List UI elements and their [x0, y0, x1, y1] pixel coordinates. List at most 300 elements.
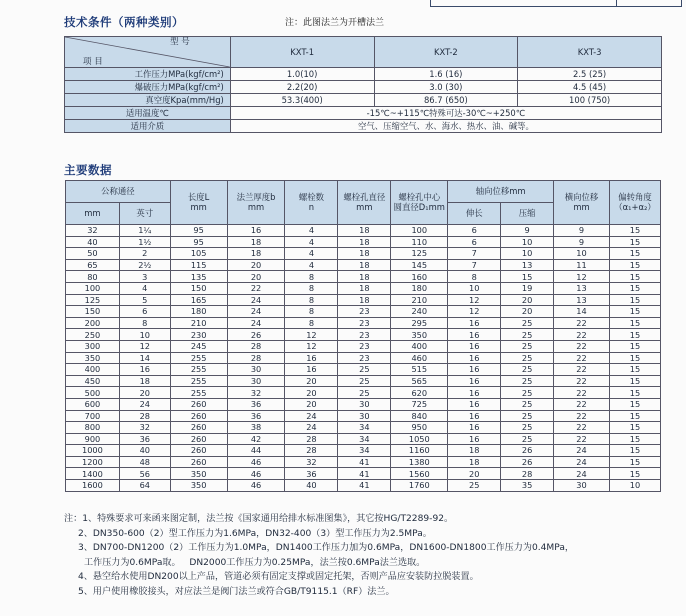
table-cell: 15 [609, 329, 660, 341]
table-cell: 15 [609, 236, 660, 248]
table-cell: 135 [170, 271, 227, 283]
table-row [66, 433, 661, 445]
table-cell: 22 [227, 282, 285, 294]
main-table-body [66, 225, 661, 492]
table-cell: 10 [119, 329, 170, 341]
table-cell: 1050 [391, 433, 448, 445]
table-cell: 8 [448, 271, 501, 283]
table-cell: 16 [285, 364, 338, 376]
table-cell: 64 [119, 480, 170, 492]
table-row [66, 480, 661, 492]
table-cell: 150 [66, 306, 120, 318]
table-cell: 10 [501, 236, 554, 248]
table-cell: 36 [285, 468, 338, 480]
table-cell: 46 [227, 456, 285, 468]
table-cell: 4 [119, 282, 170, 294]
table-cell: 16 [448, 387, 501, 399]
table-cell: 18 [119, 375, 170, 387]
table-cell: 22 [554, 317, 610, 329]
table-cell: 28 [227, 352, 285, 364]
table-cell: 46 [227, 480, 285, 492]
table-cell: 15 [609, 398, 660, 410]
table-row [66, 271, 661, 283]
table-cell: 200 [66, 317, 120, 329]
table-cell: 260 [170, 456, 227, 468]
table-row [66, 306, 661, 318]
table-cell: 25 [501, 340, 554, 352]
table-cell: 40 [285, 480, 338, 492]
table-cell: 1160 [391, 445, 448, 457]
model-header: KXT-2 [374, 37, 518, 68]
table-cell: 15 [609, 433, 660, 445]
table-cell: 32 [66, 225, 120, 237]
table-cell: 950 [391, 422, 448, 434]
table-cell: 1½ [119, 236, 170, 248]
table-row [66, 375, 661, 387]
table-row [66, 329, 661, 341]
medium-label: 适用介质 [65, 120, 231, 133]
table-cell: 105 [170, 248, 227, 260]
table-cell: 700 [66, 410, 120, 422]
cell: 1.0(10) [230, 68, 374, 81]
table-cell: 150 [170, 282, 227, 294]
table-cell: 34 [338, 433, 391, 445]
table-cell: 22 [554, 433, 610, 445]
table-cell: 145 [391, 259, 448, 271]
table-row [66, 387, 661, 399]
table-cell: 32 [285, 456, 338, 468]
table-cell: 25 [501, 317, 554, 329]
bolt-circle-header: 螺栓孔中心 圆直径D₁mm [391, 181, 448, 225]
inch-header: 英寸 [119, 203, 170, 225]
note-line: 3、DN700-DN1200（2）工作压力为1.0MPa，DN1400工作压力加为0.6MPa，DN1600-DN1800工作压力为0.4MPa， [78, 543, 575, 554]
bolts-header: 螺栓数 n [285, 181, 338, 225]
table-cell: 255 [170, 387, 227, 399]
table-cell: 50 [66, 248, 120, 260]
table-cell: 36 [119, 433, 170, 445]
table-cell: 18 [227, 248, 285, 260]
table-row [66, 340, 661, 352]
table-cell: 16 [448, 398, 501, 410]
table-cell: 1400 [66, 468, 120, 480]
table-cell: 210 [391, 294, 448, 306]
table-cell: 725 [391, 398, 448, 410]
table-row [66, 364, 661, 376]
table-cell: 46 [227, 468, 285, 480]
compress-header: 压缩 [501, 203, 554, 225]
table-row [66, 294, 661, 306]
table-cell: 65 [66, 259, 120, 271]
table-cell: 350 [170, 480, 227, 492]
table-cell: 255 [170, 375, 227, 387]
cell: 2.2(20) [230, 81, 374, 94]
table-cell: 22 [554, 375, 610, 387]
table-cell: 450 [66, 375, 120, 387]
table-row [66, 317, 661, 329]
table-cell: 16 [448, 329, 501, 341]
table-row [66, 248, 661, 260]
table-cell: 1380 [391, 456, 448, 468]
table-row [66, 225, 661, 237]
table-cell: 100 [66, 282, 120, 294]
table-cell: 165 [170, 294, 227, 306]
table-cell: 7 [448, 248, 501, 260]
table-cell: 16 [448, 375, 501, 387]
table-cell: 15 [609, 364, 660, 376]
flange-header: 法兰厚度b mm [227, 181, 285, 225]
table-cell: 15 [609, 271, 660, 283]
table-cell: 11 [554, 259, 610, 271]
table-cell: 16 [227, 225, 285, 237]
table-cell: 28 [501, 468, 554, 480]
table-cell: 12 [448, 306, 501, 318]
table-cell: 22 [554, 352, 610, 364]
table-cell: 295 [391, 317, 448, 329]
table-cell: 180 [170, 306, 227, 318]
table-cell: 20 [285, 387, 338, 399]
temp-value: -15℃~+115℃特殊可达-30℃~+250℃ [230, 107, 661, 120]
table-cell: 250 [66, 329, 120, 341]
table-cell: 42 [227, 433, 285, 445]
table-cell: 40 [119, 445, 170, 457]
table-row [66, 282, 661, 294]
medium-value: 空气、压缩空气、水、海水、热水、油、碱等。 [230, 120, 661, 133]
table-cell: 23 [338, 306, 391, 318]
note-line: 注：1、特殊要求可来函来图定制，法兰按《国家通用给排水标准图集》，其它按HG/T2289-92。 [64, 514, 454, 524]
note-line: 工作压力为0.6MPa取。 DN2000工作压力为0.25MPa，法兰按0.6MPa法兰选取。 [84, 557, 426, 568]
row-label: 真空度Kpa(mm/Hg) [65, 94, 231, 107]
table-cell: 515 [391, 364, 448, 376]
table-cell: 15 [609, 317, 660, 329]
table-cell: 4 [285, 259, 338, 271]
table-cell: 240 [391, 306, 448, 318]
table-row [66, 445, 661, 457]
table-cell: 28 [119, 410, 170, 422]
table-cell: 25 [501, 329, 554, 341]
table-cell: 95 [170, 225, 227, 237]
row-label: 爆破压力MPa(kgf/cm²) [65, 81, 231, 94]
table-cell: 1000 [66, 445, 120, 457]
cell: 100 (750) [518, 94, 662, 107]
table-cell: 25 [501, 398, 554, 410]
table-cell: 30 [554, 480, 610, 492]
table-row [66, 236, 661, 248]
cell: 1.6 (16) [374, 68, 518, 81]
table-cell: 24 [554, 456, 610, 468]
table-cell: 160 [391, 271, 448, 283]
lateral-header: 横向位移 mm [554, 181, 610, 225]
table-cell: 10 [554, 248, 610, 260]
table-cell: 3 [119, 271, 170, 283]
table-cell: 48 [119, 456, 170, 468]
table-cell: 20 [119, 387, 170, 399]
table-cell: 15 [609, 340, 660, 352]
table-cell: 24 [285, 422, 338, 434]
table-cell: 28 [227, 340, 285, 352]
table-cell: 24 [227, 306, 285, 318]
table-cell: 565 [391, 375, 448, 387]
table-cell: 255 [170, 352, 227, 364]
table-cell: 14 [119, 352, 170, 364]
table-cell: 300 [66, 340, 120, 352]
table-cell: 260 [170, 433, 227, 445]
table-cell: 28 [285, 445, 338, 457]
tech-corner-cell [65, 37, 231, 68]
angle-header: 偏转角度 （α₁+α₂） [609, 181, 660, 225]
table-cell: 22 [554, 422, 610, 434]
table-cell: 10 [501, 248, 554, 260]
table-cell: 18 [227, 236, 285, 248]
table-cell: 24 [285, 410, 338, 422]
table-cell: 5 [119, 294, 170, 306]
table-cell: 22 [554, 410, 610, 422]
cell: 2.5 (25) [518, 68, 662, 81]
tech-note: 注：此图法兰为开槽法兰 [285, 18, 385, 28]
model-header: KXT-3 [518, 37, 662, 68]
table-cell: 34 [338, 445, 391, 457]
table-cell: 4 [285, 225, 338, 237]
row-label: 工作压力MPa(kgf/cm²) [65, 68, 231, 81]
bolt-hole-header: 螺栓孔直径 mm [338, 181, 391, 225]
table-cell: 19 [501, 282, 554, 294]
table-cell: 18 [338, 271, 391, 283]
table-cell: 16 [448, 364, 501, 376]
table-cell: 1200 [66, 456, 120, 468]
table-cell: 20 [501, 306, 554, 318]
table-row [66, 410, 661, 422]
table-cell: 25 [338, 375, 391, 387]
table-cell: 8 [285, 271, 338, 283]
length-header: 长度L mm [170, 181, 227, 225]
table-cell: 15 [609, 375, 660, 387]
table-row [66, 352, 661, 364]
table-cell: 22 [554, 398, 610, 410]
table-cell: 15 [609, 422, 660, 434]
table-cell: 25 [338, 364, 391, 376]
table-cell: 20 [285, 398, 338, 410]
table-cell: 25 [501, 422, 554, 434]
table-cell: 12 [285, 340, 338, 352]
table-cell: 24 [554, 445, 610, 457]
table-cell: 24 [119, 398, 170, 410]
table-cell: 25 [338, 387, 391, 399]
table-cell: 8 [119, 317, 170, 329]
table-cell: 16 [448, 340, 501, 352]
table-cell: 25 [501, 387, 554, 399]
table-cell: 9 [554, 236, 610, 248]
table-cell: 26 [227, 329, 285, 341]
note-line: 4、悬空给水使用DN200以上产品，管道必须有固定支撑或固定托架，否则产品应安装防拉脱装置。 [78, 572, 479, 583]
cell: 3.0 (30) [374, 81, 518, 94]
table-cell: 230 [170, 329, 227, 341]
table-cell: 15 [609, 410, 660, 422]
table-cell: 15 [609, 306, 660, 318]
table-cell: 620 [391, 387, 448, 399]
table-cell: 255 [170, 364, 227, 376]
table-cell: 28 [285, 433, 338, 445]
table-cell: 18 [338, 282, 391, 294]
table-cell: 350 [66, 352, 120, 364]
table-cell: 400 [391, 340, 448, 352]
table-cell: 18 [448, 445, 501, 457]
table-cell: 245 [170, 340, 227, 352]
table-cell: 260 [170, 422, 227, 434]
table-cell: 15 [609, 248, 660, 260]
table-cell: 460 [391, 352, 448, 364]
notes-block [64, 512, 574, 600]
table-cell: 24 [554, 468, 610, 480]
tech-conditions-table [64, 36, 662, 133]
table-cell: 14 [554, 306, 610, 318]
table-cell: 16 [285, 352, 338, 364]
table-cell: 22 [554, 387, 610, 399]
table-cell: 20 [285, 375, 338, 387]
cell: 53.3(400) [230, 94, 374, 107]
table-row [66, 259, 661, 271]
table-cell: 38 [227, 422, 285, 434]
table-cell: 13 [501, 259, 554, 271]
table-cell: 16 [448, 352, 501, 364]
table-cell: 15 [609, 445, 660, 457]
table-cell: 16 [448, 422, 501, 434]
mm-header: mm [66, 203, 120, 225]
table-cell: 16 [448, 317, 501, 329]
table-cell: 41 [338, 480, 391, 492]
table-cell: 260 [170, 398, 227, 410]
table-cell: 7 [448, 259, 501, 271]
table-cell: 34 [338, 422, 391, 434]
table-cell: 40 [66, 236, 120, 248]
table-row [66, 422, 661, 434]
table-cell: 8 [285, 306, 338, 318]
main-data-table [65, 180, 661, 492]
tech-section-title: 技术条件（两种类别） [64, 15, 184, 29]
table-cell: 2½ [119, 259, 170, 271]
table-cell: 25 [501, 364, 554, 376]
table-cell: 25 [501, 433, 554, 445]
table-cell: 95 [170, 236, 227, 248]
table-cell: 25 [448, 480, 501, 492]
table-cell: 20 [501, 294, 554, 306]
table-cell: 350 [170, 468, 227, 480]
table-cell: 44 [227, 445, 285, 457]
table-cell: 10 [448, 282, 501, 294]
table-cell: 36 [227, 410, 285, 422]
table-cell: 25 [501, 352, 554, 364]
table-cell: 18 [338, 294, 391, 306]
table-cell: 41 [338, 456, 391, 468]
table-cell: 110 [391, 236, 448, 248]
table-cell: 6 [448, 236, 501, 248]
note-line: 5、用户使用橡胶接头，对应法兰是阀门法兰或符合GB/T9115.1（RF）法兰。 [78, 586, 395, 597]
table-cell: 400 [66, 364, 120, 376]
table-cell: 15 [609, 387, 660, 399]
table-cell: 9 [501, 225, 554, 237]
table-cell: 23 [338, 340, 391, 352]
table-cell: 13 [554, 294, 610, 306]
table-cell: 26 [501, 445, 554, 457]
table-cell: 13 [554, 282, 610, 294]
table-cell: 8 [285, 317, 338, 329]
table-cell: 6 [448, 225, 501, 237]
table-cell: 16 [448, 410, 501, 422]
table-cell: 260 [170, 410, 227, 422]
table-cell: 1560 [391, 468, 448, 480]
table-cell: 12 [448, 294, 501, 306]
table-row [66, 468, 661, 480]
table-cell: 22 [554, 340, 610, 352]
table-cell: 18 [338, 225, 391, 237]
note-line: 2、DN350-600（2）型工作压力为1.6MPa，DN32-400（3）型工作压力为2.5MPa。 [78, 528, 432, 539]
table-cell: 18 [448, 456, 501, 468]
table-cell: 125 [391, 248, 448, 260]
table-row [66, 398, 661, 410]
table-cell: 9 [554, 225, 610, 237]
table-cell: 1760 [391, 480, 448, 492]
table-cell: 500 [66, 387, 120, 399]
table-cell: 840 [391, 410, 448, 422]
table-cell: 16 [448, 433, 501, 445]
table-cell: 350 [391, 329, 448, 341]
table-cell: 900 [66, 433, 120, 445]
corner-item-label: 项 目 [83, 56, 103, 67]
table-cell: 20 [227, 259, 285, 271]
table-cell: 30 [338, 398, 391, 410]
table-cell: 6 [119, 306, 170, 318]
table-cell: 12 [285, 329, 338, 341]
table-cell: 15 [609, 225, 660, 237]
table-cell: 12 [119, 340, 170, 352]
table-cell: 15 [609, 282, 660, 294]
table-cell: 30 [227, 375, 285, 387]
cell: 4.5 (45) [518, 81, 662, 94]
table-cell: 41 [338, 468, 391, 480]
table-cell: 125 [66, 294, 120, 306]
table-cell: 15 [609, 468, 660, 480]
extend-header: 伸长 [448, 203, 501, 225]
table-cell: 23 [338, 329, 391, 341]
cell: 86.7 (650) [374, 94, 518, 107]
table-cell: 8 [285, 282, 338, 294]
table-cell: 15 [609, 294, 660, 306]
table-cell: 32 [227, 387, 285, 399]
table-cell: 10 [609, 480, 660, 492]
table-cell: 24 [227, 317, 285, 329]
table-cell: 25 [501, 375, 554, 387]
table-cell: 32 [119, 422, 170, 434]
table-cell: 16 [119, 364, 170, 376]
table-cell: 4 [285, 236, 338, 248]
temp-label: 适用温度℃ [65, 107, 231, 120]
table-cell: 800 [66, 422, 120, 434]
axial-header: 轴向位移mm [448, 181, 554, 203]
table-cell: 18 [338, 259, 391, 271]
table-cell: 36 [227, 398, 285, 410]
table-cell: 22 [554, 364, 610, 376]
table-cell: 100 [391, 225, 448, 237]
table-cell: 8 [285, 294, 338, 306]
table-cell: 35 [501, 480, 554, 492]
table-cell: 15 [501, 271, 554, 283]
corner-model-label: 型 号 [170, 37, 190, 47]
table-cell: 210 [170, 317, 227, 329]
table-cell: 1¼ [119, 225, 170, 237]
table-cell: 30 [227, 364, 285, 376]
table-cell: 80 [66, 271, 120, 283]
table-cell: 180 [391, 282, 448, 294]
table-cell: 22 [554, 329, 610, 341]
table-cell: 12 [554, 271, 610, 283]
